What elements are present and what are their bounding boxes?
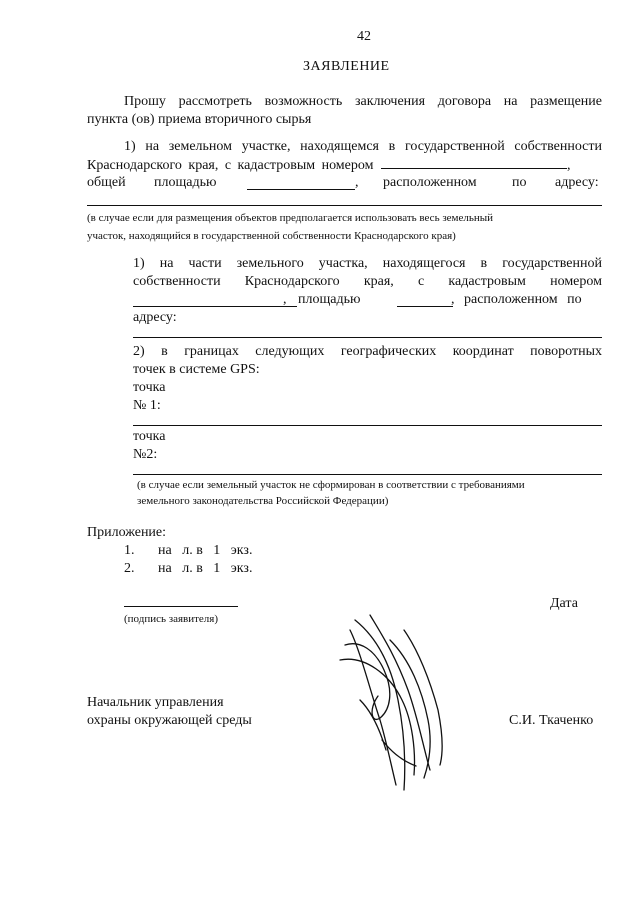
date-label: Дата: [550, 596, 578, 611]
official-position-line-1: Начальник управления: [87, 695, 224, 710]
item1-line-1: 1) на земельном участке, находящемся в государственной собственности: [124, 139, 602, 154]
appendix-item-2-text: на л. в 1 экз.: [158, 561, 253, 576]
item3-line-1: 2) в границах следующих географических координат поворотных: [133, 344, 602, 359]
official-position-line-2: охраны окружающей среды: [87, 713, 252, 728]
appendix-item-2-number: 2.: [124, 561, 135, 576]
document-title: ЗАЯВЛЕНИЕ: [303, 59, 390, 74]
intro-line-1: Прошу рассмотреть возможность заключения договора на размещение: [124, 94, 602, 109]
item1-line-2: Краснодарского края, с кадастровым номером ,: [87, 158, 571, 173]
gps-point-2-number: №2:: [133, 447, 158, 462]
gps-point-1-label: точка: [133, 380, 166, 395]
item2-line-1: 1) на части земельного участка, находящегося в государственной: [133, 256, 602, 271]
item1-note-line-1: (в случае если для размещения объектов предполагается использовать весь земельный: [87, 212, 494, 224]
item2-address-line[interactable]: [133, 337, 602, 338]
appendix-item-1-number: 1.: [124, 543, 135, 558]
page-number: 42: [357, 29, 371, 44]
item1-area-blank[interactable]: [247, 177, 355, 190]
item1-address-word: адресу:: [555, 175, 599, 190]
item1-by-word: по: [512, 175, 527, 190]
gps-point-1-line[interactable]: [133, 425, 602, 426]
appendix-item-1-text: на л. в 1 экз.: [158, 543, 253, 558]
item1-area-word: площадью: [154, 175, 217, 190]
item1-note-line-2: участок, находящийся в государственной собственности Краснодарского края): [87, 230, 456, 242]
handwritten-signature: [320, 600, 460, 800]
applicant-signature-line[interactable]: [124, 606, 238, 607]
item2-area-word: , площадью: [283, 292, 361, 307]
item1-cadastral-label: Краснодарского края, с кадастровым номером: [87, 158, 374, 173]
gps-point-2-label: точка: [133, 429, 166, 444]
item2-located-word: , расположенном по: [451, 292, 582, 307]
item1-address-line[interactable]: [87, 205, 602, 206]
intro-line-2: пункта (ов) приема вторичного сырья: [87, 112, 312, 127]
item2-line-4: адресу:: [133, 310, 177, 325]
item3-note-line-2: земельного законодательства Российской Федерации): [137, 495, 389, 507]
official-name: С.И. Ткаченко: [509, 713, 594, 728]
document-page: 42 ЗАЯВЛЕНИЕ Прошу рассмотреть возможность заключения договора на размещение пункта (ов) приема вторичного сырья 1) на земельном участке, находящемся в государственной собственности Краснодарского края, с кадастровым номером , общей площадью , расположенном по адресу: (в случае если для размещения объектов предполагается использовать весь земельный участок, находящийся в государственной собственности Краснодарского края) 1) на части земельного участка, находящегося в государственной собственности Краснодарского края, с кадастровым номером , площадью , расположенном по адресу: 2) в границах следующих географических координат поворотных точек в системе GPS: точка № 1: точка №2: (в случае если земельный участок не сформирован в соответствии с требованиями земельного законодательства Российской Федерации) Приложение: 1. на л. в 1 экз. 2. на л. в 1 экз. (подпись заявителя) Дата Начальник управления охраны окружающей среды С.И. Ткаченко: [0, 0, 640, 905]
item2-area-blank[interactable]: [397, 294, 453, 307]
item3-line-2: точек в системе GPS:: [133, 362, 260, 377]
item1-located-word: расположенном: [383, 175, 477, 190]
appendix-heading: Приложение:: [87, 525, 167, 540]
item3-note-line-1: (в случае если земельный участок не сформирован в соответствии с требованиями: [137, 479, 525, 491]
signature-caption: (подпись заявителя): [124, 613, 219, 625]
gps-point-2-line[interactable]: [133, 474, 602, 475]
item1-area-word-general: общей: [87, 175, 126, 190]
item2-cadastral-blank[interactable]: [133, 294, 297, 307]
gps-point-1-number: № 1:: [133, 398, 161, 413]
item1-cadastral-blank[interactable]: [381, 156, 567, 169]
item2-line-2: собственности Краснодарского края, с кадастровым номером: [133, 274, 602, 289]
